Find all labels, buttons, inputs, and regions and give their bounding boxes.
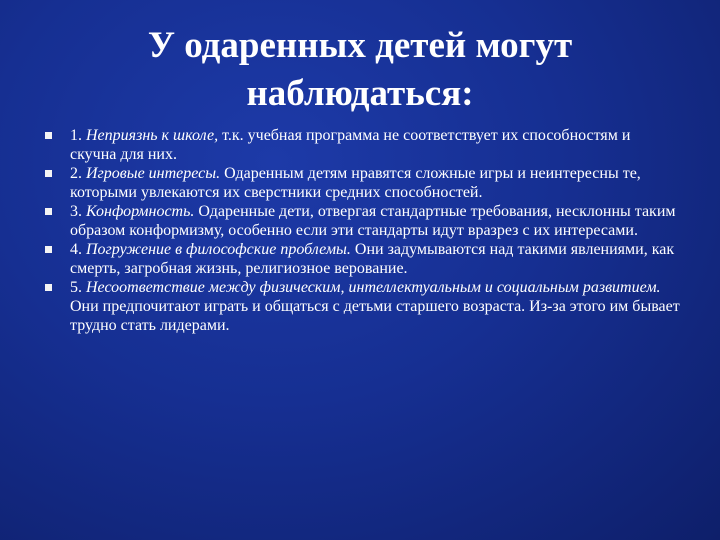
item-text: Одаренные дети, отвергая стандартные требования, несклонны таким образом конформизму, особенно если эти стандарты идут вразрез с их интересами. <box>70 203 676 239</box>
item-italic: Конформность. <box>86 203 195 220</box>
bullet-list <box>40 126 680 335</box>
square-bullet-icon <box>45 132 52 139</box>
slide-title: У одаренных детей могут наблюдаться: <box>147 25 573 114</box>
list-item <box>40 164 680 202</box>
item-number: 4. <box>70 241 82 258</box>
list-item <box>40 126 680 164</box>
square-bullet-icon <box>45 170 52 177</box>
item-italic: Несоответствие между физическим, интеллектуальным и социальным развитием. <box>86 279 661 296</box>
item-text: Одаренным детям нравятся сложные игры и неинтересны те, которыми увлекаются их сверстники средних способностей. <box>70 165 641 201</box>
item-text: Они предпочитают играть и общаться с детьми старшего возраста. Из-за этого им бывает трудно стать лидерами. <box>70 298 680 334</box>
item-text: т.к. учебная программа не соответствует их способностям и скучна для них. <box>70 127 631 163</box>
list-item <box>40 240 680 278</box>
item-italic: Неприязнь к школе, <box>86 127 219 144</box>
item-number: 1. <box>70 127 82 144</box>
square-bullet-icon <box>45 208 52 215</box>
item-number: 3. <box>70 203 82 220</box>
list-item <box>40 202 680 240</box>
square-bullet-icon <box>45 246 52 253</box>
item-italic: Игровые интересы. <box>86 165 221 182</box>
list-item <box>40 278 680 335</box>
item-number: 2. <box>70 165 82 182</box>
square-bullet-icon <box>45 284 52 291</box>
item-text: Они задумываются над такими явлениями, как смерть, загробная жизнь, религиозное верование. <box>70 241 675 277</box>
item-number: 5. <box>70 279 82 296</box>
item-italic: Погружение в философские проблемы. <box>86 241 351 258</box>
